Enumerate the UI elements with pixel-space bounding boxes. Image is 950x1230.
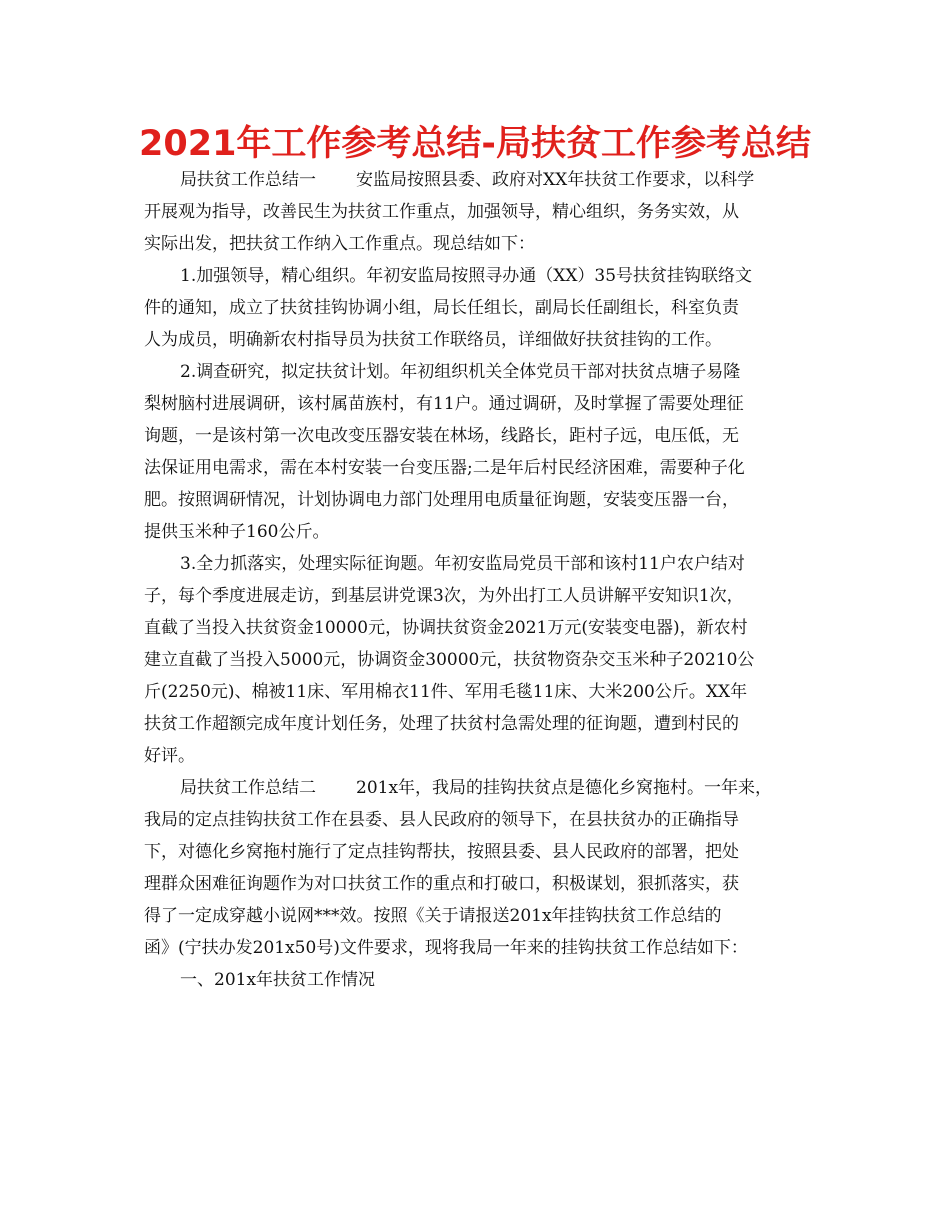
section-heading-two: 局扶贫工作总结二 (180, 778, 316, 798)
document-title: 2021年工作参考总结-局扶贫工作参考总结 (139, 124, 811, 164)
paragraph-line: 我局的定点挂钩扶贫工作在县委、县人民政府的领导下，在县扶贫办的正确指导 (144, 810, 739, 830)
paragraph-line: 得了一定成穿越小说网***效。按照《关于请报送201x年挂钩扶贫工作总结的 (144, 906, 722, 926)
paragraph-summary-one (144, 164, 809, 260)
paragraph-line (144, 164, 809, 196)
paragraph-line: 建立直截了当投入5000元，协调资金30000元，扶贫物资杂交玉米种子20210公 (144, 650, 755, 670)
paragraph-text: 安监局按照县委、政府对XX年扶贫工作要求，以科学 (356, 170, 755, 190)
paragraph-line: 斤(2250元)、棉被11床、军用棉衣11件、军用毛毯11床、大米200公斤。XX年 (144, 682, 748, 702)
document-body (144, 164, 809, 996)
paragraph-item-1 (144, 260, 809, 356)
paragraph-line: 法保证用电需求，需在本村安装一台变压器;二是年后村民经济困难，需要种子化 (144, 458, 745, 478)
paragraph-summary-two (144, 772, 809, 964)
paragraph-line: 梨树脑村进展调研，该村属苗族村，有11户。通过调研，及时掌握了需要处理征 (144, 394, 744, 414)
paragraph-line: 子，每个季度进展走访，到基层讲党课3次，为外出打工人员讲解平安知识1次， (144, 586, 744, 606)
paragraph-line: 一、201x年扶贫工作情况 (180, 970, 376, 990)
paragraph-line: 理群众困难征询题作为对口扶贫工作的重点和打破口，积极谋划，狠抓落实，获 (144, 874, 739, 894)
paragraph-line: 询题，一是该村第一次电改变压器安装在林场，线路长，距村子远，电压低，无 (144, 426, 739, 446)
section-heading-one: 局扶贫工作总结一 (180, 170, 316, 190)
paragraph-line (144, 772, 809, 804)
paragraph-line: 件的通知，成立了扶贫挂钩协调小组，局长任组长，副局长任副组长，科室负责 (144, 298, 739, 318)
paragraph-line: 3.全力抓落实，处理实际征询题。年初安监局党员干部和该村11户农户结对 (180, 554, 745, 574)
paragraph-line: 肥。按照调研情况，计划协调电力部门处理用电质量征询题，安装变压器一台， (144, 490, 739, 510)
paragraph-line: 好评。 (144, 746, 195, 766)
paragraph-item-2 (144, 356, 809, 548)
paragraph-item-3 (144, 548, 809, 772)
paragraph-line: 1.加强领导，精心组织。年初安监局按照寻办通（XX）35号扶贫挂钩联络文 (180, 266, 753, 286)
paragraph-line: 直截了当投入扶贫资金10000元，协调扶贫资金2021万元(安装变电器)，新农村 (144, 618, 748, 638)
paragraph-line: 2.调查研究，拟定扶贫计划。年初组织机关全体党员干部对扶贫点塘子易隆 (180, 362, 741, 382)
paragraph-line: 扶贫工作超额完成年度计划任务，处理了扶贫村急需处理的征询题，遭到村民的 (144, 714, 739, 734)
paragraph-line: 人为成员，明确新农村指导员为扶贫工作联络员，详细做好扶贫挂钩的工作。 (144, 330, 722, 350)
paragraph-line: 下，对德化乡窝拖村施行了定点挂钩帮扶，按照县委、县人民政府的部署，把处 (144, 842, 739, 862)
paragraph-line: 函》(宁扶办发201x50号)文件要求，现将我局一年来的挂钩扶贫工作总结如下： (144, 938, 748, 958)
section-heading-situation (144, 964, 809, 996)
paragraph-line: 实际出发，把扶贫工作纳入工作重点。现总结如下： (144, 234, 535, 254)
paragraph-line: 提供玉米种子160公斤。 (144, 522, 330, 542)
paragraph-text: 201x年，我局的挂钩扶贫点是德化乡窝拖村。一年来， (356, 778, 773, 798)
paragraph-line: 开展观为指导，改善民生为扶贫工作重点，加强领导，精心组织，务务实效，从 (144, 202, 739, 222)
